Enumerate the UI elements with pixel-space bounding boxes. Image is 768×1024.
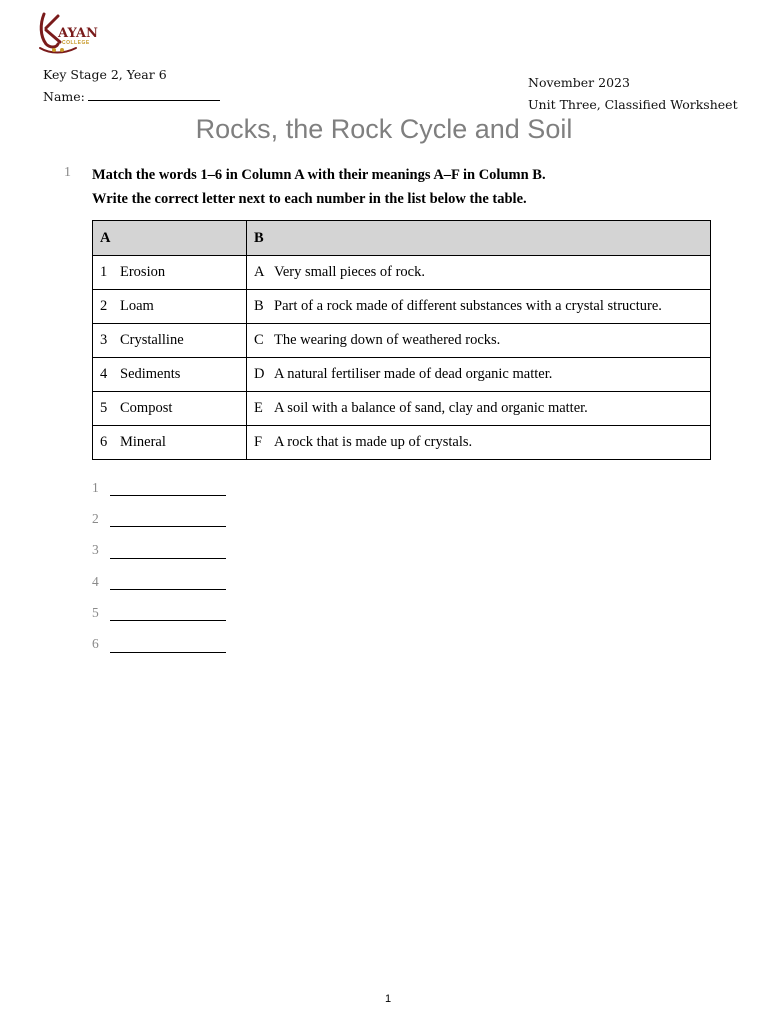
table-row xyxy=(93,358,711,392)
table-row xyxy=(93,290,711,324)
word-text: Compost xyxy=(120,400,173,416)
logo-wordmark: AYAN xyxy=(58,26,98,41)
header-left xyxy=(43,64,220,108)
name-row xyxy=(43,86,220,108)
answer-blank[interactable] xyxy=(110,542,226,559)
column-a-header: A xyxy=(93,221,247,256)
answer-blank[interactable] xyxy=(110,479,226,496)
meaning-cell xyxy=(247,358,711,392)
word-number: 4 xyxy=(100,366,108,382)
answer-number: 6 xyxy=(92,636,99,652)
list-item xyxy=(92,503,226,534)
answer-list xyxy=(92,472,226,660)
school-logo xyxy=(36,10,108,56)
header-right xyxy=(528,72,738,116)
answer-blank[interactable] xyxy=(110,604,226,621)
meaning-cell xyxy=(247,426,711,460)
word-cell xyxy=(93,324,247,358)
meaning-letter: C xyxy=(254,332,264,348)
table-row xyxy=(93,324,711,358)
word-cell xyxy=(93,256,247,290)
meaning-letter: A xyxy=(254,264,265,280)
list-item xyxy=(92,535,226,566)
word-cell xyxy=(93,358,247,392)
answer-blank[interactable] xyxy=(110,510,226,527)
key-stage: Key Stage 2, Year 6 xyxy=(43,67,167,82)
word-number: 3 xyxy=(100,332,108,348)
table-row xyxy=(93,426,711,460)
meaning-text: A rock that is made up of crystals. xyxy=(274,434,473,450)
answer-blank[interactable] xyxy=(110,636,226,653)
word-text: Loam xyxy=(120,298,154,314)
page-number: 1 xyxy=(384,993,392,1005)
meaning-letter: B xyxy=(254,298,264,314)
meaning-text: The wearing down of weathered rocks. xyxy=(274,332,501,348)
page-title: Rocks, the Rock Cycle and Soil xyxy=(195,114,573,144)
question-instructions xyxy=(92,163,546,211)
meaning-cell xyxy=(247,392,711,426)
table-row xyxy=(93,392,711,426)
word-number: 1 xyxy=(100,264,108,280)
answer-number: 3 xyxy=(92,542,99,558)
instruction-line-2: Write the correct letter next to each number in the list below the table. xyxy=(92,191,527,207)
word-text: Erosion xyxy=(120,264,166,280)
meaning-cell xyxy=(247,290,711,324)
answer-number: 1 xyxy=(92,479,99,495)
meaning-text: A soil with a balance of sand, clay and organic matter. xyxy=(274,400,588,416)
answer-number: 5 xyxy=(92,604,99,620)
word-text: Mineral xyxy=(120,434,166,450)
word-number: 5 xyxy=(100,400,108,416)
table-header-row xyxy=(93,221,711,256)
meaning-text: Part of a rock made of different substances with a crystal structure. xyxy=(274,298,662,314)
meaning-text: A natural fertiliser made of dead organic matter. xyxy=(274,366,553,382)
question-number: 1 xyxy=(64,165,71,180)
logo-subtitle: COLLEGE xyxy=(62,40,90,46)
name-label: Name: xyxy=(43,89,85,104)
table-row xyxy=(93,256,711,290)
matching-table xyxy=(92,220,711,460)
meaning-letter: D xyxy=(254,366,265,382)
meaning-text: Very small pieces of rock. xyxy=(274,264,425,280)
meaning-cell xyxy=(247,256,711,290)
answer-blank[interactable] xyxy=(110,573,226,590)
word-number: 6 xyxy=(100,434,108,450)
list-item xyxy=(92,472,226,503)
meaning-letter: F xyxy=(254,434,263,450)
word-cell xyxy=(93,392,247,426)
word-cell xyxy=(93,290,247,324)
name-field[interactable] xyxy=(88,86,220,101)
list-item xyxy=(92,597,226,628)
unit-label: Unit Three, Classified Worksheet xyxy=(528,97,738,112)
answer-number: 4 xyxy=(92,573,99,589)
list-item xyxy=(92,628,226,659)
answer-number: 2 xyxy=(92,510,99,526)
word-text: Sediments xyxy=(120,366,181,382)
list-item xyxy=(92,566,226,597)
word-number: 2 xyxy=(100,298,108,314)
word-cell xyxy=(93,426,247,460)
meaning-cell xyxy=(247,324,711,358)
word-text: Crystalline xyxy=(120,332,184,348)
date: November 2023 xyxy=(528,75,630,90)
meaning-letter: E xyxy=(254,400,263,416)
column-b-header: B xyxy=(247,221,711,256)
instruction-line-1: Match the words 1–6 in Column A with their meanings A–F in Column B. xyxy=(92,167,546,183)
